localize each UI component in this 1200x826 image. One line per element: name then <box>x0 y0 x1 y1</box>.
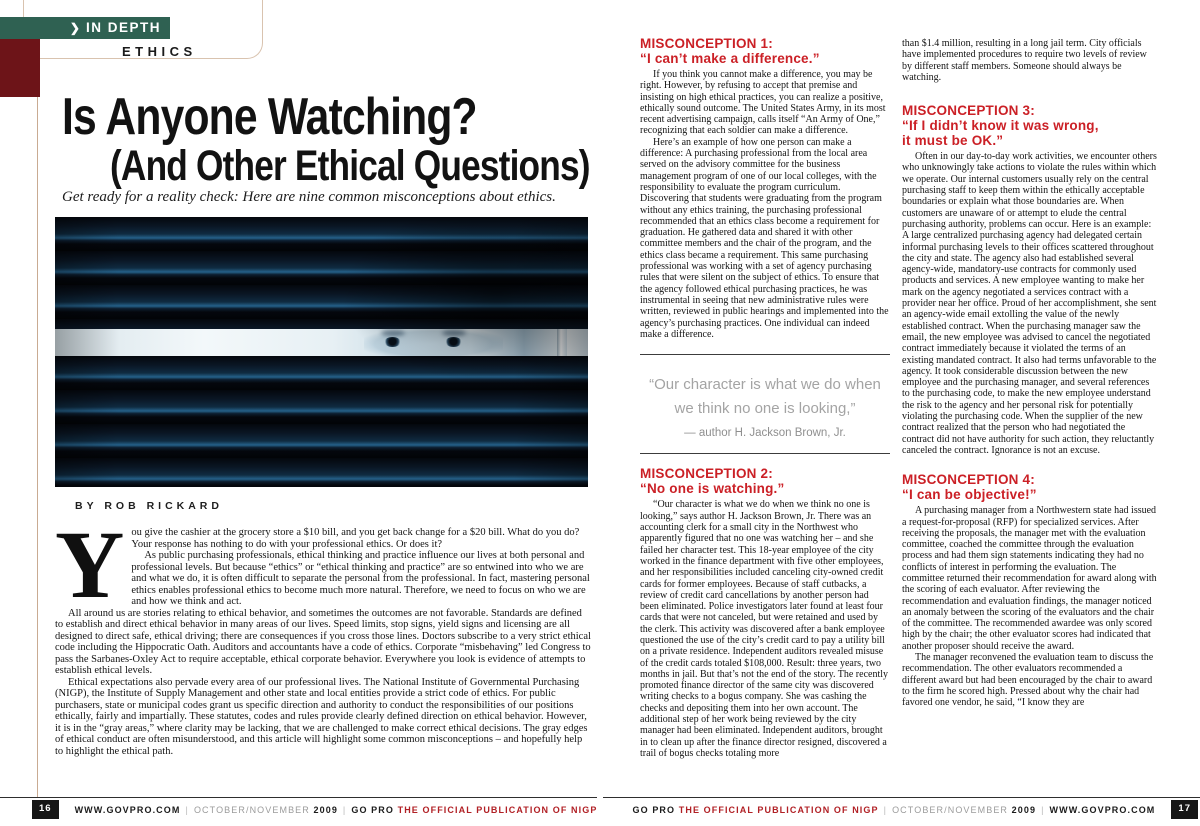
footer-left-text <box>75 805 598 815</box>
footer-magazine: GO PRO <box>351 805 394 815</box>
pull-quote-line: “Our character is what we do when <box>649 376 881 394</box>
body-paragraph: If you think you cannot make a difference, you may be right. However, by refusing to accept that premise and insisting on high ethical practices, you can realize a positive, ethically sound outcome. The United States Army, in its most recent advertising campaign, calls itself “An Army of One,” recognizing that each soldier can make a difference. <box>640 69 886 137</box>
heading-quote: “No one is watching.” <box>640 481 785 497</box>
heading-number: MISCONCEPTION 2: <box>640 466 773 482</box>
footer-issue: OCTOBER/NOVEMBER <box>193 805 310 815</box>
article-subtitle: Get ready for a reality check: Here are nine common misconceptions about ethics. <box>62 189 556 205</box>
heading-quote: “I can be objective!” <box>902 487 1037 503</box>
footer-site: WWW.GOVPRO.COM <box>1049 805 1156 815</box>
intro-paragraph: Ethical expectations also pervade every area of our professional lives. The National Institute of Governmental Purchasing (NIGP), the Institute of Supply Management and other state and local entities provide a strict code of ethics. For public purchasers, state or municipal codes grant us specific direction and authority to conduct the responsibilities of our positions ethically, fairly and impartially. These statutes, codes and rules provide clearly defined direction on ethical behavior. However, it is in the “gray areas,” where clarity may be lacking, that we are challenged to make correct ethical decisions. The gray edges of ethical conduct are often misunderstood, and this article will highlight some common misconceptions – and hopefully help to highlight the ethical path. <box>55 676 588 757</box>
body-paragraph: “Our character is what we do when we think no one is looking,” says author H. Jackson Brown, Jr. There was an accounting clerk for a small city in the Northwest who apparently figured that no one was watching her – and she failed her character test. This 18-year employee of the city worked in the finance department with five other employees, and her responsibilities included canceling city-owned credit cards for former employees. Because of staff cutbacks, a review of credit card cancellations by another person had been eliminated. Police investigators later found at least four cards that were not canceled, but were retained and used by the clerk. This activity was discovered after a bank employee questioned the use of the city’s credit card to pay a utility bill on a private residence. Independent auditors revealed misuse of the credit cards totaled $108,000. Result: three years, two months in jail. But that’s not the end of the story. The recently promoted finance director of the same city was discovered writing checks to a bogus company. She was cashing the checks and depositing them into her own account. The additional step of her work being reviewed by the city manager had been eliminated. Independent auditors, brought in to clean up after the finance director resigned, discovered a trail of bogus checks totaling more <box>640 499 889 759</box>
heading-number: MISCONCEPTION 1: <box>640 36 773 51</box>
intro-paragraph: All around us are stories relating to ethical behavior, and sometimes the outcomes are not favorable. Standards are defined to establish and direct ethical behavior in many areas of our lives. Speed limits, stop signs, yield signs and licensing are all designed to direct safe, ethical driving; there are consequences if you cross those lines. Doctors subscribe to a very strict ethical code including the Hippocratic Oath. Auditors and accountants have a code of ethics. Corporate “misbehaving” led Congress to pass the Sarbanes-Oxley Act to require acceptable, ethical corporate behavior. Everywhere you look is evidence of attempts to establish ethical levels. <box>55 607 591 676</box>
peeking-face <box>364 329 503 356</box>
footer-issue: OCTOBER/NOVEMBER <box>892 805 1009 815</box>
footer-tagline: THE OFFICIAL PUBLICATION OF NIGP <box>678 805 879 815</box>
misconception-3-section <box>902 103 1158 456</box>
pull-quote-line: we think no one is looking,” <box>674 400 856 418</box>
misconception-2-section <box>640 466 890 759</box>
section-label: ETHICS <box>122 44 197 59</box>
page-number-left: 16 <box>32 800 59 819</box>
misconception-4-heading <box>902 472 1158 502</box>
heading-number: MISCONCEPTION 3: <box>902 103 1035 119</box>
footer-magazine: GO PRO <box>632 805 676 815</box>
dropcap: Y <box>55 511 125 618</box>
footer-year: 2009 <box>1011 805 1037 815</box>
heading-quote: it must be OK.” <box>902 133 1004 149</box>
chevron-right-icon: ❯ <box>69 21 80 35</box>
continuation-paragraph: than $1.4 million, resulting in a long jail term. City officials have implemented procedures to require two levels of review by different staff members. Someone should always be watching. <box>902 38 1147 83</box>
blinds-photo <box>55 217 588 487</box>
footer-tagline: THE OFFICIAL PUBLICATION OF NIGP <box>397 805 598 815</box>
title-line-2: (And Other Ethical Questions) <box>110 142 590 191</box>
footer-separator: | <box>1041 805 1045 815</box>
body-paragraph: A purchasing manager from a Northwestern state had issued a request-for-proposal (RFP) for specialized services. After receiving the proposals, the manager met with the evaluation committee, coached the committee through the evaluation process and had them sign statements indicating they had no conflicts of interest in performing the evaluation. The committee returned their recommendation for award along with the scoring of each evaluator. After reviewing the recommendation and evaluation findings, the manager noticed an anomaly between the scoring of the evaluators and the chair of the committee. The recommended awardee was only scored high by the chair; the other evaluator scores had indicated that another proposer should receive the award. <box>902 505 1157 652</box>
article-title <box>62 90 695 189</box>
blinds-lower-slats <box>55 356 588 487</box>
kicker-label: IN DEPTH <box>85 20 161 36</box>
blinds-upper-slats <box>55 217 588 329</box>
heading-quote: “I can’t make a difference.” <box>640 51 820 66</box>
page-number-right: 17 <box>1171 800 1198 819</box>
intro-paragraph: ou give the cashier at the grocery store a $10 bill, and you get back change for a $20 bill. What do you do? Your response has nothing to do with your professional ethics. Or does it? <box>131 527 580 550</box>
misconception-1-heading <box>640 36 890 66</box>
heading-quote: “If I didn’t know it was wrong, <box>902 118 1099 134</box>
intro-paragraph: As public purchasing professionals, ethical thinking and practice influence our lives at both personal and professional levels. But because “ethics” or “ethical thinking and practice” are so entwined into who we are and what we do, it is often difficult to separate the personal from the professional. In fact, mastering personal ethics enables professional ethics to become much more natural. Therefore, we need to focus on who we are and how we think and act. <box>131 550 590 607</box>
title-line-1: Is Anyone Watching? <box>62 88 477 146</box>
byline: BY ROB RICKARD <box>75 500 223 512</box>
background-door-edge <box>557 329 567 356</box>
pull-quote-attribution: — author H. Jackson Brown, Jr. <box>684 427 846 440</box>
pull-quote <box>640 354 890 454</box>
body-paragraph: Often in our day-to-day work activities, we encounter others who unknowingly take actions to violate the rules within which we operate. Our internal customers usually rely on the central purchasing staff to keep them within the ethically acceptable boundaries or explain what those boundaries are. When customers are unaware of or attempt to elude the central purchasing authority, problems can occur. Here is an example: A large centralized purchasing agency had delegated certain informal purchasing levels to their offices scattered throughout the city and state. The agency also had established several agency-wide, mandatory-use contracts for commonly used products and services. A new employee wanting to make her mark on the agency negotiated a services contract with a provider near her office. Proud of her accomplishment, she sent an agency-wide email extolling the value of the newly established contract. When the purchasing manager saw the email, the new employee was advised to cancel the negotiated contract immediately because it violated the terms of an existing mandated contract. It also had terms unfavorable to the agency. It took considerable discussion between the new employee and the purchasing manager, and several references to the purchasing code, to make the new employee understand the risk to the agency and her personal risk for potentially violating the purchasing code. When the supplier of the new contract realized that the person who had negotiated the contract did not have authority for such action, they reluctantly canceled the contract. Ignorance is not an excuse. <box>902 151 1157 456</box>
misconception-3-heading <box>902 103 1158 148</box>
column-right <box>902 38 1158 709</box>
maroon-accent-square <box>0 39 40 97</box>
right-eye <box>445 337 462 347</box>
heading-number: MISCONCEPTION 4: <box>902 472 1035 488</box>
intro-text <box>55 511 592 757</box>
blinds-open-gap <box>55 329 588 356</box>
footer-right-text <box>633 805 1156 815</box>
left-eye <box>384 337 401 347</box>
footer-separator: | <box>883 805 888 815</box>
body-paragraph: The manager reconvened the evaluation team to discuss the recommendation. The other evaluators recommended a different award but had been encouraged by the chair to award to the firm he scored high. Pressed about why the chair had favored one vendor, he said, “I know they are <box>902 652 1154 709</box>
body-paragraph: Here’s an example of how one person can make a difference: A purchasing professional from the local area served on the advisory committee for the business management program of one of our local colleges, with the responsibility to evaluate the program curriculum. Discovering that students were graduating from the program without any ethics training, the purchasing professional recommended that an ethics class become a requirement for graduation. He gathered data and shared it with other committee members and the chair of the program, and the ethics class became a requirement. This same purchasing professional was working with a set of agency purchasing rules that were silent on the subject of ethics. To ensure that the agency followed ethical purchasing practices, he was instrumental in seeing that new administrative rules were written, reviewed in public hearings and implemented into the agency’s purchasing practices. One individual can indeed make a difference. <box>640 136 889 340</box>
misconception-2-heading <box>640 466 890 496</box>
left-margin-rule <box>37 59 38 797</box>
footer-separator: | <box>342 805 347 815</box>
misconception-4-section <box>902 472 1158 708</box>
footer-year: 2009 <box>313 805 338 815</box>
kicker-bar <box>0 17 170 39</box>
footer-right-page <box>603 797 1200 826</box>
footer-site: WWW.GOVPRO.COM <box>74 805 181 815</box>
footer-separator: | <box>185 805 189 815</box>
footer-left-page <box>0 797 597 826</box>
